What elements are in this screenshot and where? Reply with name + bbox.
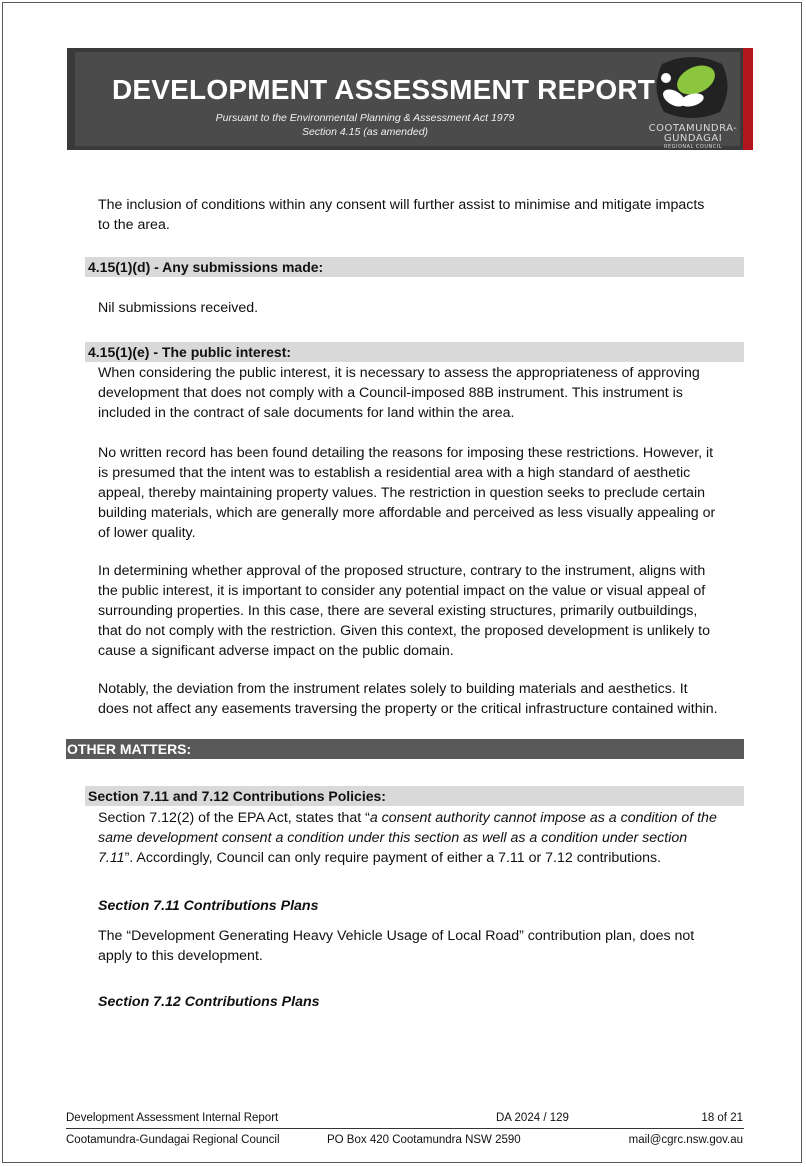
footer-council: Cootamundra-Gundagai Regional Council [66, 1134, 280, 1146]
other-matters-heading: OTHER MATTERS: [66, 739, 744, 759]
footer-report-name: Development Assessment Internal Report [66, 1112, 279, 1124]
public-interest-heading: 4.15(1)(e) - The public interest: [85, 342, 744, 362]
contributions-heading: Section 7.11 and 7.12 Contributions Policies: [85, 786, 744, 806]
section-712-heading: Section 7.12 Contributions Plans [98, 994, 320, 1010]
submissions-heading: 4.15(1)(d) - Any submissions made: [85, 257, 744, 277]
council-logo-wordmark: COOTAMUNDRA- GUNDAGAI REGIONAL COUNCIL [648, 123, 738, 150]
footer-address: PO Box 420 Cootamundra NSW 2590 [327, 1134, 521, 1146]
banner-red-stripe [743, 48, 753, 150]
contributions-paragraph [98, 808, 718, 868]
public-interest-para-3: In determining whether approval of the proposed structure, contrary to the instrument, aligns with the public interest, it is important to consider any potential impact on the value or visual appeal of surrounding properties. In this case, there are several existing structures, primarily outbuildings, that do not comply with the restriction. Given this context, the proposed development is unlikely to cause a significant adverse impact on the public domain. [98, 563, 710, 659]
footer-divider [66, 1128, 744, 1129]
footer-da-number: DA 2024 / 129 [496, 1112, 569, 1124]
report-title: DEVELOPMENT ASSESSMENT REPORT [112, 74, 656, 105]
intro-paragraph: The inclusion of conditions within any consent will further assist to minimise and mitigate impacts to the area. [98, 197, 705, 233]
report-subtitle-act: Pursuant to the Environmental Planning & Assessment Act 1979 [215, 112, 515, 124]
public-interest-para-4: Notably, the deviation from the instrument relates solely to building materials and aesthetics. It does not affect any easements traversing the property or the critical infrastructure contained within. [98, 681, 718, 717]
contributions-suffix: ”. Accordingly, Council can only require payment of either a 7.11 or 7.12 contributions. [124, 850, 662, 866]
contributions-quote: a consent authority cannot impose as a condition of the same development consent a condition under this section as well as a condition under section 7.11 [98, 810, 717, 866]
section-711-text: The “Development Generating Heavy Vehicle Usage of Local Road” contribution plan, does not apply to this development. [98, 928, 695, 964]
logo-dot [661, 73, 671, 83]
footer-page-number: 18 of 21 [701, 1112, 743, 1124]
public-interest-para-2: No written record has been found detailing the reasons for imposing these restrictions. However, it is presumed that the intent was to establish a residential area with a high standard of aesthetic appeal, thereby maintaining property values. The restriction in question seeks to preclude certain building materials, which are generally more affordable and perceived as less visually appealing or of lower quality. [98, 445, 716, 541]
report-subtitle-section: Section 4.15 (as amended) [301, 126, 429, 138]
section-711-heading: Section 7.11 Contributions Plans [98, 898, 319, 914]
submissions-text: Nil submissions received. [98, 300, 259, 316]
footer-email: mail@cgrc.nsw.gov.au [628, 1134, 743, 1146]
contributions-prefix: Section 7.12(2) of the EPA Act, states that “ [98, 810, 370, 826]
public-interest-para-1: When considering the public interest, it is necessary to assess the appropriateness of approving development that does not comply with a Council-imposed 88B instrument. This instrument is included in the contract of sale documents for land within the area. [98, 365, 700, 421]
